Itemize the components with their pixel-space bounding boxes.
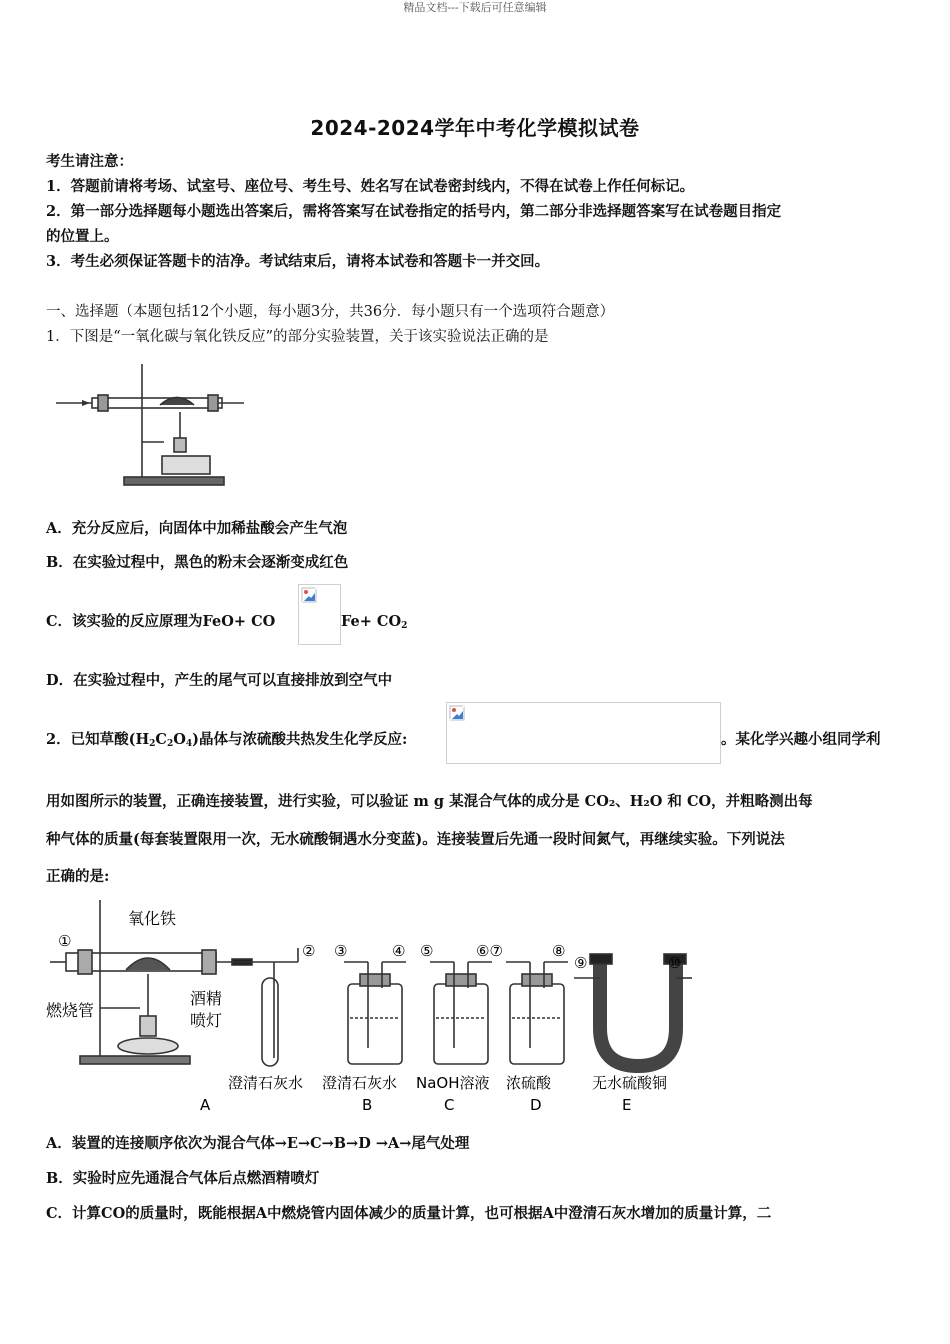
num-8: ⑧	[552, 942, 566, 960]
q2-stem-line2: 用如图所示的装置，正确连接装置，进行实验，可以验证 m g 某混合气体的成分是 CO₂、H₂O 和 CO，并粗略测出每	[46, 793, 813, 810]
reaction-equation-placeholder	[446, 702, 721, 764]
q1-option-d: D．在实验过程中，产生的尾气可以直接排放到空气中	[46, 672, 393, 689]
q1-option-c	[46, 612, 275, 632]
num-1: ①	[58, 932, 72, 950]
letter-e: E	[622, 1096, 632, 1114]
num-2: ②	[302, 942, 316, 960]
num-5: ⑤	[420, 942, 434, 960]
q1-apparatus-figure	[52, 360, 252, 490]
label-lamp-1: 酒精	[190, 989, 223, 1008]
letter-d: D	[530, 1096, 542, 1114]
q1-option-c-products: $Fe+ CO_2$	[341, 613, 408, 631]
broken-image-placeholder	[298, 584, 341, 645]
q2-option-a: A．装置的连接顺序依次为混合气体→E→C→B→D →A→尾气处理	[46, 1135, 470, 1152]
q2-stem: 2．已知草酸$(H_2C_2O_4)$晶体与浓硫酸共热发生化学反应:	[46, 731, 408, 749]
label-fe2o3: 氧化铁	[128, 909, 177, 928]
num-3: ③	[334, 942, 348, 960]
q2-option-c: C．计算CO的质量时，既能根据A中燃烧管内固体减少的质量计算，也可根据A中澄清石灰水增加的质量计算，二	[46, 1205, 772, 1222]
page-header: 精品文档---下载后可任意编辑	[403, 1, 547, 14]
page-title: 2024-2024学年中考化学模拟试卷	[310, 116, 640, 140]
q2-option-b: B．实验时应先通混合气体后点燃酒精喷灯	[46, 1170, 320, 1187]
notice-item-1: 1．答题前请将考场、试室号、座位号、考生号、姓名写在试卷密封线内，不得在试卷上作任何标记。	[46, 178, 695, 195]
notice-heading: 考生请注意：	[46, 153, 133, 170]
q2-stem-line3: 种气体的质量(每套装置限用一次，无水硫酸铜遇水分变蓝)。连接装置后先通一段时间氮气，再继续实验。下列说法	[46, 831, 785, 848]
caption-b: 澄清石灰水	[322, 1074, 398, 1092]
broken-image-icon	[449, 705, 465, 721]
caption-c: NaOH溶液	[416, 1074, 490, 1092]
letter-b: B	[362, 1096, 373, 1114]
notice-item-3: 3．考生必须保证答题卡的洁净。考试结束后，请将本试卷和答题卡一并交回。	[46, 253, 550, 270]
label-combustion-tube: 燃烧管	[46, 1001, 95, 1020]
notice-item-2: 2．第一部分选择题每小题选出答案后，需将答案写在试卷指定的括号内，第二部分非选择题答案写在试卷题目指定	[46, 203, 782, 220]
num-9: ⑨	[574, 954, 588, 972]
q1-option-a: A．充分反应后，向固体中加稀盐酸会产生气泡	[46, 520, 348, 537]
notice-item-2-cont: 的位置上。	[46, 228, 119, 245]
section-heading: 一、选择题（本题包括12个小题，每小题3分，共36分．每小题只有一个选项符合题意）	[46, 304, 615, 320]
q2-stem-line4: 正确的是:	[46, 868, 110, 885]
q1-option-b: B．在实验过程中，黑色的粉末会逐渐变成红色	[46, 554, 349, 571]
q2-apparatus-figure	[44, 898, 694, 1118]
num-10: ⑩	[668, 954, 682, 972]
letter-a: A	[200, 1096, 211, 1114]
broken-image-icon	[301, 587, 317, 603]
q1-option-c-text: C．该实验的反应原理为FeO+ CO	[46, 613, 276, 630]
num-4: ④	[392, 942, 406, 960]
caption-a: 澄清石灰水	[228, 1074, 304, 1092]
caption-e: 无水硫酸铜	[592, 1074, 668, 1092]
letter-c: C	[444, 1096, 455, 1114]
caption-d: 浓硫酸	[506, 1074, 552, 1092]
q1-stem: 1．下图是“一氧化碳与氧化铁反应”的部分实验装置，关于该实验说法正确的是	[46, 329, 549, 345]
q2-stem-tail: 。某化学兴趣小组同学利	[721, 731, 881, 748]
num-6-7: ⑥⑦	[476, 942, 503, 960]
label-lamp-2: 喷灯	[190, 1011, 223, 1030]
